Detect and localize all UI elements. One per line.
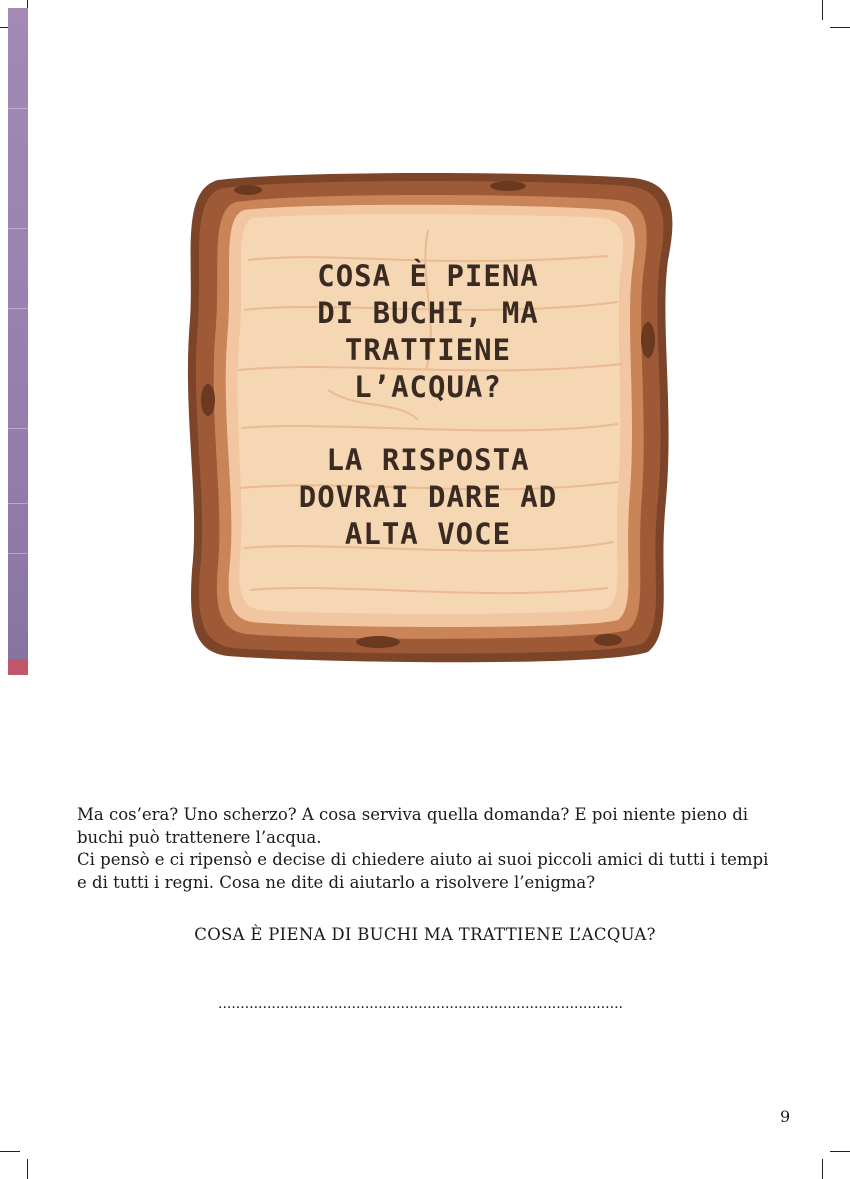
riddle-line: L’ACQUA? [354, 370, 502, 404]
crop-mark [830, 1151, 850, 1152]
story-paragraph: Ma cos’era? Uno scherzo? A cosa serviva quella domanda? E poi niente pieno di buchi può trattenere l’acqua. [77, 805, 749, 847]
riddle-line: COSA È PIENA [317, 259, 539, 293]
crop-mark [830, 27, 850, 28]
instruction-line: ALTA VOCE [344, 517, 512, 551]
crop-mark [0, 1151, 20, 1152]
answer-blank-line[interactable]: ........................................................................................... [218, 996, 623, 1012]
story-paragraph: Ci pensò e ci ripensò e decise di chiedere aiuto ai suoi piccoli amici di tutti i tempi e di tutti i regni. Cosa ne dite di aiutarlo a risolvere l’enigma? [77, 850, 769, 892]
instruction-line: DOVRAI DARE AD [298, 480, 558, 514]
page-number: 9 [780, 1107, 791, 1126]
story-text [77, 804, 777, 894]
instruction-line: LA RISPOSTA [326, 443, 530, 477]
riddle-line: DI BUCHI, MA [317, 296, 539, 330]
crop-mark [27, 1159, 28, 1179]
riddle-line: TRATTIENE [344, 333, 512, 367]
adjacent-illustration-strip [8, 8, 28, 675]
crop-mark [822, 0, 823, 20]
wooden-sign [178, 170, 678, 665]
sign-text [238, 258, 618, 553]
riddle-question: COSA È PIENA DI BUCHI MA TRATTIENE L’ACQUA? [194, 925, 656, 944]
crop-mark [822, 1159, 823, 1179]
